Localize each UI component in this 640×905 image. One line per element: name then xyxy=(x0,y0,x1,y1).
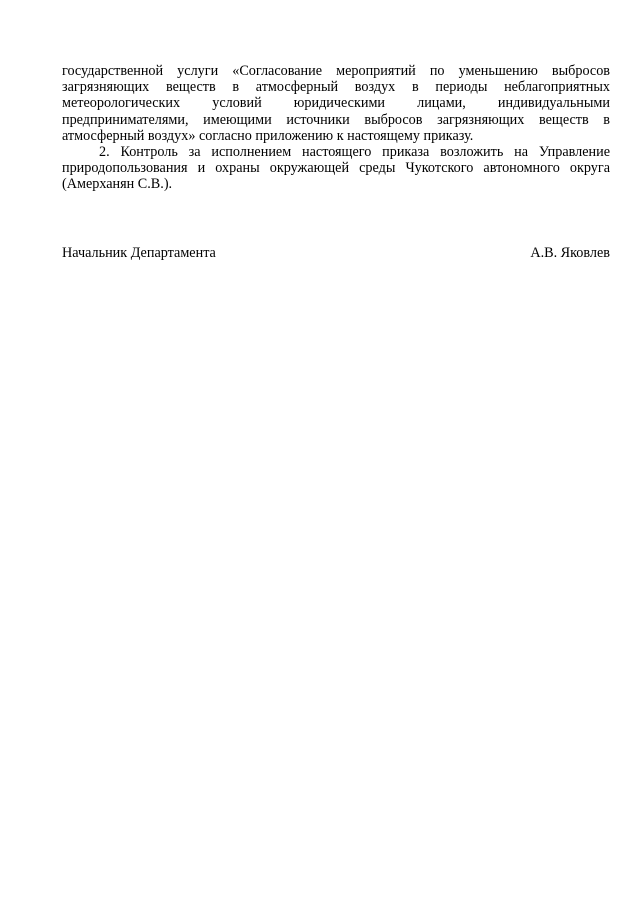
document-body xyxy=(62,63,610,193)
signatory-position: Начальник Департамента xyxy=(62,245,216,261)
paragraph-1: государственной услуги «Согласование мероприятий по уменьшению выбросов загрязняющих веществ в атмосферный воздух в периоды неблагоприятных метеорологических условий юридическими лицами, индивидуальными предпринимателями, имеющими источники выбросов загрязняющих веществ в атмосферный воздух» согласно приложению к настоящему приказу. xyxy=(62,63,610,144)
paragraph-2: 2. Контроль за исполнением настоящего приказа возложить на Управление природопользования и охраны окружающей среды Чукотского автономного округа (Амерханян С.В.). xyxy=(62,144,610,193)
signature-block xyxy=(62,245,610,261)
signatory-name: А.В. Яковлев xyxy=(530,245,610,261)
